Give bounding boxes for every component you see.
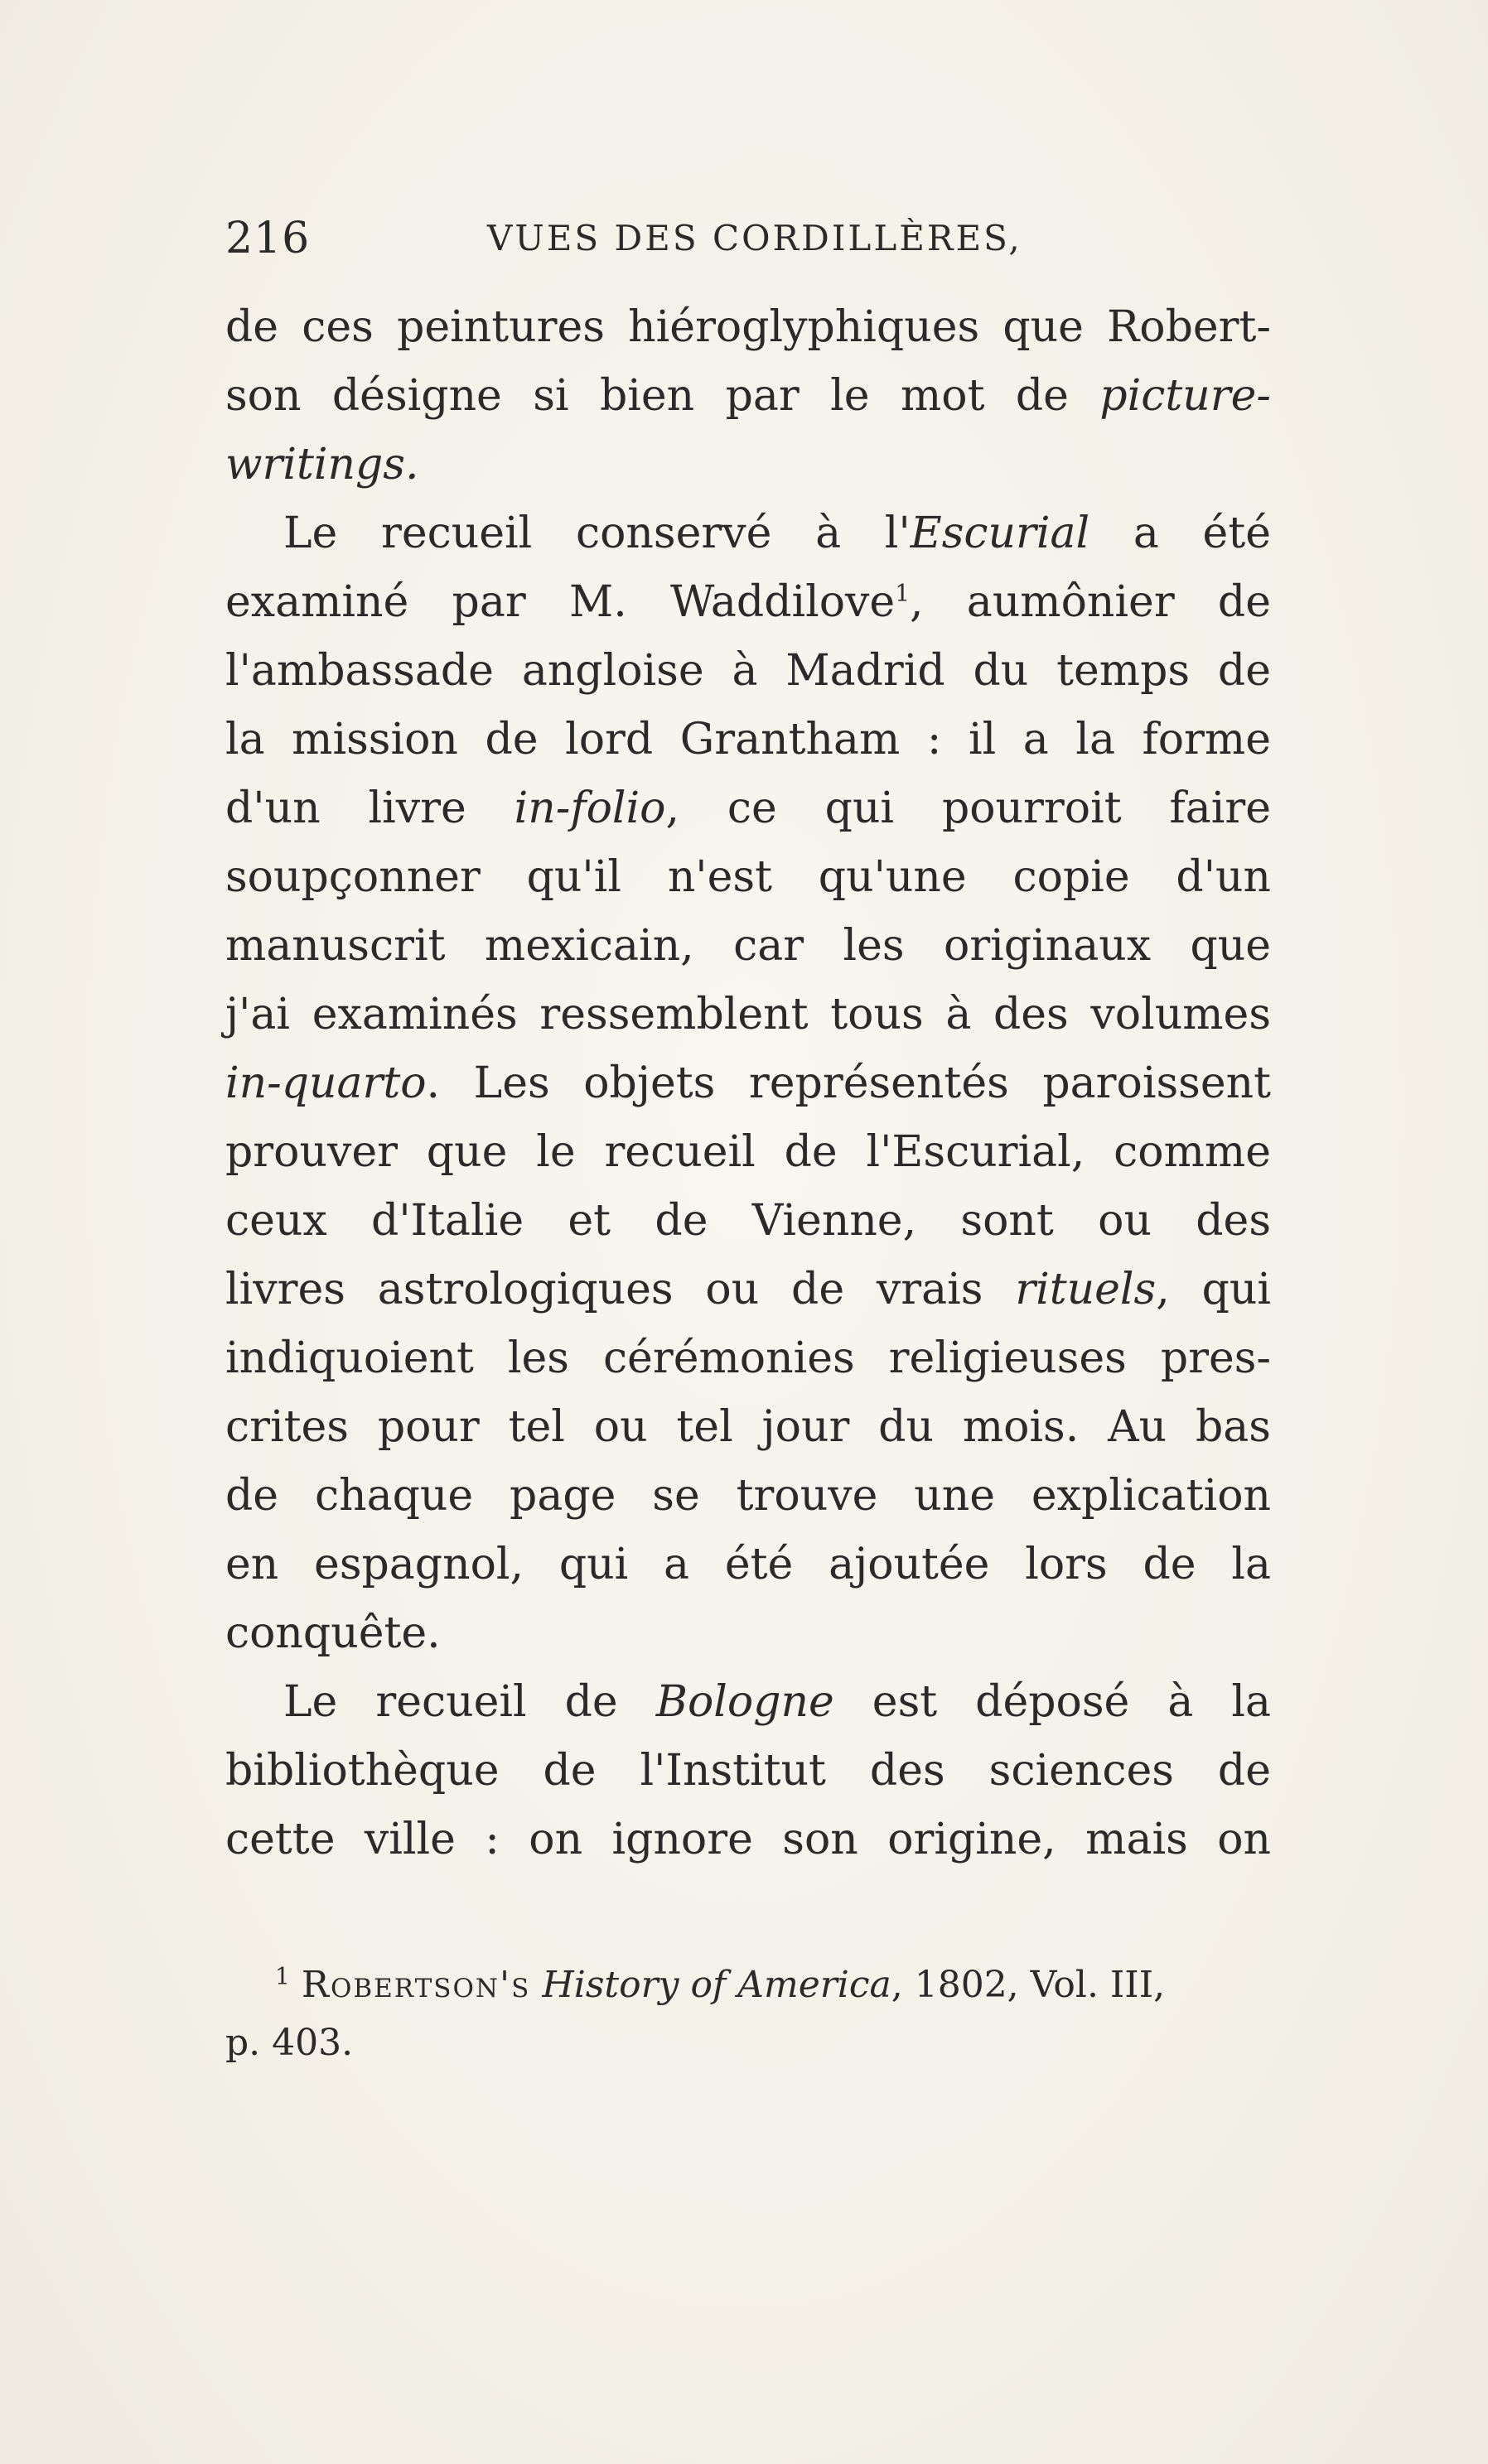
footnote-line: $^1$ Robertson's History of America, 1802, Vol. III,: [275, 1962, 1166, 2006]
footnote-marker: 1: [895, 579, 911, 607]
text-line: l'ambassade angloise à Madrid du temps de: [225, 646, 1271, 696]
text-line: d'un livre in-folio, ce qui pourroit faire: [225, 784, 1271, 833]
text-line: livres astrologiques ou de vrais rituels, qui: [225, 1265, 1272, 1314]
text-line: en espagnol, qui a été ajoutée lors de la: [225, 1540, 1271, 1589]
text-line: de chaque page se trouve une explication: [225, 1471, 1271, 1521]
paragraph-start: Le recueil conservé à l'Escurial a été: [283, 509, 1271, 558]
text-line: cette ville : on ignore son origine, mais on: [225, 1815, 1271, 1864]
text-line: manuscrit mexicain, car les originaux que: [225, 921, 1271, 971]
text-line: de ces peintures hiéroglyphiques que Robert-: [225, 302, 1271, 352]
text-line: conquête.: [225, 1608, 441, 1658]
running-head: VUES DES CORDILLÈRES,: [487, 218, 1022, 258]
footnote: [225, 1956, 1271, 2072]
text-line: soupçonner qu'il n'est qu'une copie d'un: [225, 852, 1271, 902]
text-line: in-quarto. Les objets représentés paroissent: [225, 1058, 1271, 1108]
paragraph-start: Le recueil de Bologne est déposé à la: [283, 1677, 1271, 1727]
text-line: indiquoient les cérémonies religieuses pres-: [225, 1333, 1271, 1383]
text-line: prouver que le recueil de l'Escurial, comme: [225, 1127, 1271, 1177]
footnote-author: Robertson's: [301, 1964, 531, 2006]
footnote-number: 1: [275, 1962, 290, 1990]
text-line: la mission de lord Grantham : il a la forme: [225, 715, 1271, 764]
footnote-title: History of America: [542, 1964, 891, 2006]
body-text: [225, 293, 1271, 1874]
text-line: crites pour tel ou tel jour du mois. Au bas: [225, 1402, 1271, 1452]
text-line: writings.: [225, 440, 419, 489]
text-line: j'ai examinés ressemblent tous à des volumes: [225, 990, 1271, 1039]
text-line: son désigne si bien par le mot de picture-: [225, 371, 1271, 421]
text-line: bibliothèque de l'Institut des sciences de: [225, 1746, 1271, 1796]
footnote-page: p. 403.: [225, 2022, 354, 2064]
page-header: [225, 205, 1269, 272]
text-line: ceux d'Italie et de Vienne, sont ou des: [225, 1196, 1271, 1246]
text-line: examiné par M. Waddilove$^1$, aumônier de: [225, 577, 1271, 627]
page-number: 216: [225, 214, 311, 263]
